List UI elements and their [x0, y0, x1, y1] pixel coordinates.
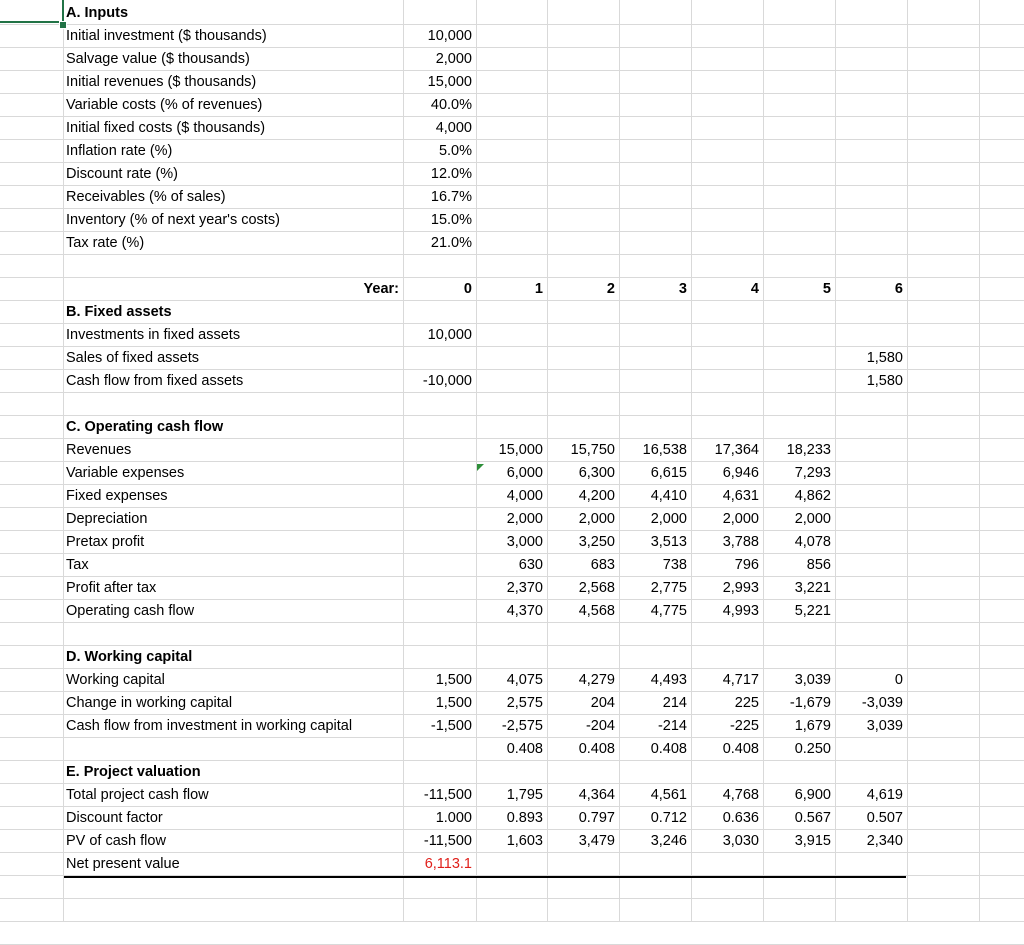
value-cell[interactable]: 6,946	[722, 465, 759, 481]
value-cell[interactable]: 0.636	[722, 810, 759, 826]
value-cell[interactable]: 4,768	[722, 787, 759, 803]
value-cell[interactable]: 2,000	[794, 511, 831, 527]
value-cell[interactable]: 17,364	[714, 442, 759, 458]
row-label[interactable]: Operating cash flow	[66, 603, 195, 619]
year-header-cell[interactable]: 4	[750, 281, 759, 297]
value-cell[interactable]: 0.797	[578, 810, 615, 826]
value-cell[interactable]: 15,000	[498, 442, 543, 458]
input-label[interactable]: Initial fixed costs ($ thousands)	[66, 120, 266, 136]
value-cell[interactable]: 4,000	[506, 488, 543, 504]
error-indicator-icon[interactable]	[477, 464, 484, 471]
npv-value[interactable]: 6,113.1	[424, 856, 472, 872]
value-cell[interactable]: 4,568	[578, 603, 615, 619]
value-cell[interactable]: 856	[806, 557, 831, 573]
input-label[interactable]: Discount rate (%)	[66, 166, 179, 182]
value-cell[interactable]: 3,915	[794, 833, 831, 849]
value-cell[interactable]: 2,000	[722, 511, 759, 527]
value-cell[interactable]: 4,561	[650, 787, 687, 803]
value-cell[interactable]: 4,631	[722, 488, 759, 504]
section-title-valuation[interactable]: E. Project valuation	[66, 764, 201, 780]
value-cell[interactable]: 1,580	[866, 373, 903, 389]
value-cell[interactable]: 18,233	[786, 442, 831, 458]
row-label[interactable]: Tax	[66, 557, 89, 573]
input-label[interactable]: Receivables (% of sales)	[66, 189, 226, 205]
input-value[interactable]: 15.0%	[430, 212, 472, 228]
row-label[interactable]: Sales of fixed assets	[66, 350, 199, 366]
value-cell[interactable]: 3,250	[578, 534, 615, 550]
value-cell[interactable]: 4,775	[650, 603, 687, 619]
input-label[interactable]: Inflation rate (%)	[66, 143, 173, 159]
input-label[interactable]: Tax rate (%)	[66, 235, 145, 251]
row-label[interactable]: Fixed expenses	[66, 488, 168, 504]
value-cell[interactable]: 3,479	[578, 833, 615, 849]
row-label[interactable]: Revenues	[66, 442, 132, 458]
value-cell[interactable]: 5,221	[794, 603, 831, 619]
value-cell[interactable]: 0	[894, 672, 903, 688]
input-value[interactable]: 40.0%	[430, 97, 472, 113]
value-cell[interactable]: -10,000	[422, 373, 472, 389]
value-cell[interactable]: 7,293	[794, 465, 831, 481]
value-cell[interactable]: -1,679	[789, 695, 831, 711]
value-cell[interactable]: 2,000	[506, 511, 543, 527]
year-header-cell[interactable]: 6	[894, 281, 903, 297]
input-value[interactable]: 4,000	[435, 120, 472, 136]
value-cell[interactable]: 4,717	[722, 672, 759, 688]
value-cell[interactable]: 0.507	[866, 810, 903, 826]
value-cell[interactable]: 4,075	[506, 672, 543, 688]
input-label[interactable]: Variable costs (% of revenues)	[66, 97, 263, 113]
value-cell[interactable]: 225	[734, 695, 759, 711]
value-cell[interactable]: 6,900	[794, 787, 831, 803]
value-cell[interactable]: 4,364	[578, 787, 615, 803]
row-label[interactable]: Variable expenses	[66, 465, 185, 481]
total-underline	[64, 876, 906, 878]
value-cell[interactable]: 4,862	[794, 488, 831, 504]
value-cell[interactable]: 0.567	[794, 810, 831, 826]
value-cell[interactable]: 738	[662, 557, 687, 573]
row-label[interactable]: Investments in fixed assets	[66, 327, 241, 343]
value-cell[interactable]: 0.712	[650, 810, 687, 826]
value-cell[interactable]: 6,000	[506, 465, 543, 481]
input-label[interactable]: Initial revenues ($ thousands)	[66, 74, 257, 90]
value-cell[interactable]: 796	[734, 557, 759, 573]
value-cell[interactable]: 1,795	[506, 787, 543, 803]
value-cell[interactable]: 0.893	[506, 810, 543, 826]
value-cell[interactable]: 16,538	[642, 442, 687, 458]
year-header-cell[interactable]: 0	[463, 281, 472, 297]
year-header-cell[interactable]: 3	[678, 281, 687, 297]
value-cell[interactable]: 0.408	[506, 741, 543, 757]
value-cell[interactable]: 1,580	[866, 350, 903, 366]
value-cell[interactable]: 4,279	[578, 672, 615, 688]
value-cell[interactable]: 1,603	[506, 833, 543, 849]
year-header-cell[interactable]: 5	[822, 281, 831, 297]
value-cell[interactable]: 0.408	[578, 741, 615, 757]
value-cell[interactable]: 15,750	[570, 442, 615, 458]
value-cell[interactable]: 6,615	[650, 465, 687, 481]
value-cell[interactable]: 204	[590, 695, 615, 711]
value-cell[interactable]: 4,493	[650, 672, 687, 688]
value-cell[interactable]: 2,340	[866, 833, 903, 849]
section-title-working-capital[interactable]: D. Working capital	[66, 649, 193, 665]
npv-label[interactable]: Net present value	[66, 856, 180, 872]
row-label[interactable]: Depreciation	[66, 511, 148, 527]
value-cell[interactable]: 630	[518, 557, 543, 573]
value-cell[interactable]: 1.000	[435, 810, 472, 826]
value-cell[interactable]: 2,370	[506, 580, 543, 596]
value-cell[interactable]: 3,030	[722, 833, 759, 849]
value-cell[interactable]: 3,221	[794, 580, 831, 596]
value-cell[interactable]: 1,679	[794, 718, 831, 734]
value-cell[interactable]: 0.408	[722, 741, 759, 757]
selected-cell[interactable]	[0, 0, 64, 23]
section-title-fixed-assets[interactable]: B. Fixed assets	[66, 304, 172, 320]
year-header-cell[interactable]: 1	[534, 281, 543, 297]
value-cell[interactable]: 0.408	[650, 741, 687, 757]
value-cell[interactable]: 4,078	[794, 534, 831, 550]
row-label[interactable]: Working capital	[66, 672, 165, 688]
year-header-cell[interactable]: 2	[606, 281, 615, 297]
value-cell[interactable]: 1,500	[435, 672, 472, 688]
row-label[interactable]: Cash flow from fixed assets	[66, 373, 244, 389]
value-cell[interactable]: 3,246	[650, 833, 687, 849]
value-cell[interactable]: 4,370	[506, 603, 543, 619]
input-value[interactable]: 2,000	[435, 51, 472, 67]
input-value[interactable]: 16.7%	[430, 189, 472, 205]
value-cell[interactable]: -2,575	[501, 718, 543, 734]
row-label[interactable]: Profit after tax	[66, 580, 157, 596]
value-cell[interactable]: 2,575	[506, 695, 543, 711]
section-title-operating[interactable]: C. Operating cash flow	[66, 419, 224, 435]
row-label[interactable]: Cash flow from investment in working capital	[66, 718, 353, 734]
section-title-inputs[interactable]: A. Inputs	[66, 5, 129, 21]
value-cell[interactable]: 10,000	[427, 327, 472, 343]
input-value[interactable]: 21.0%	[430, 235, 472, 251]
row-label[interactable]: Total project cash flow	[66, 787, 209, 803]
row-label[interactable]: Pretax profit	[66, 534, 145, 550]
value-cell[interactable]: -225	[729, 718, 759, 734]
year-label[interactable]: Year:	[363, 281, 399, 297]
value-cell[interactable]: 6,300	[578, 465, 615, 481]
value-cell[interactable]: 4,200	[578, 488, 615, 504]
input-value[interactable]: 10,000	[427, 28, 472, 44]
value-cell[interactable]: -214	[657, 718, 687, 734]
input-value[interactable]: 5.0%	[438, 143, 472, 159]
value-cell[interactable]: 2,568	[578, 580, 615, 596]
value-cell[interactable]: 1,500	[435, 695, 472, 711]
value-cell[interactable]: 4,619	[866, 787, 903, 803]
row-label[interactable]: Change in working capital	[66, 695, 233, 711]
input-value[interactable]: 15,000	[427, 74, 472, 90]
value-cell[interactable]: 0.250	[794, 741, 831, 757]
input-value[interactable]: 12.0%	[430, 166, 472, 182]
value-cell[interactable]: -11,500	[423, 787, 472, 803]
value-cell[interactable]: -11,500	[423, 833, 472, 849]
value-cell[interactable]: 4,410	[650, 488, 687, 504]
value-cell[interactable]: 2,993	[722, 580, 759, 596]
value-cell[interactable]: 683	[590, 557, 615, 573]
value-cell[interactable]: 214	[662, 695, 687, 711]
value-cell[interactable]: -3,039	[861, 695, 903, 711]
input-label[interactable]: Initial investment ($ thousands)	[66, 28, 267, 44]
input-label[interactable]: Inventory (% of next year's costs)	[66, 212, 280, 228]
value-cell[interactable]: 3,788	[722, 534, 759, 550]
value-cell[interactable]: 3,000	[506, 534, 543, 550]
value-cell[interactable]: 2,000	[650, 511, 687, 527]
value-cell[interactable]: 2,000	[578, 511, 615, 527]
value-cell[interactable]: 3,039	[866, 718, 903, 734]
value-cell[interactable]: 2,775	[650, 580, 687, 596]
value-cell[interactable]: -204	[585, 718, 615, 734]
row-label[interactable]: Discount factor	[66, 810, 163, 826]
value-cell[interactable]: 3,039	[794, 672, 831, 688]
value-cell[interactable]: 3,513	[650, 534, 687, 550]
row-label[interactable]: PV of cash flow	[66, 833, 166, 849]
row-gridline	[0, 898, 1024, 899]
input-label[interactable]: Salvage value ($ thousands)	[66, 51, 250, 67]
value-cell[interactable]: 4,993	[722, 603, 759, 619]
value-cell[interactable]: -1,500	[430, 718, 472, 734]
